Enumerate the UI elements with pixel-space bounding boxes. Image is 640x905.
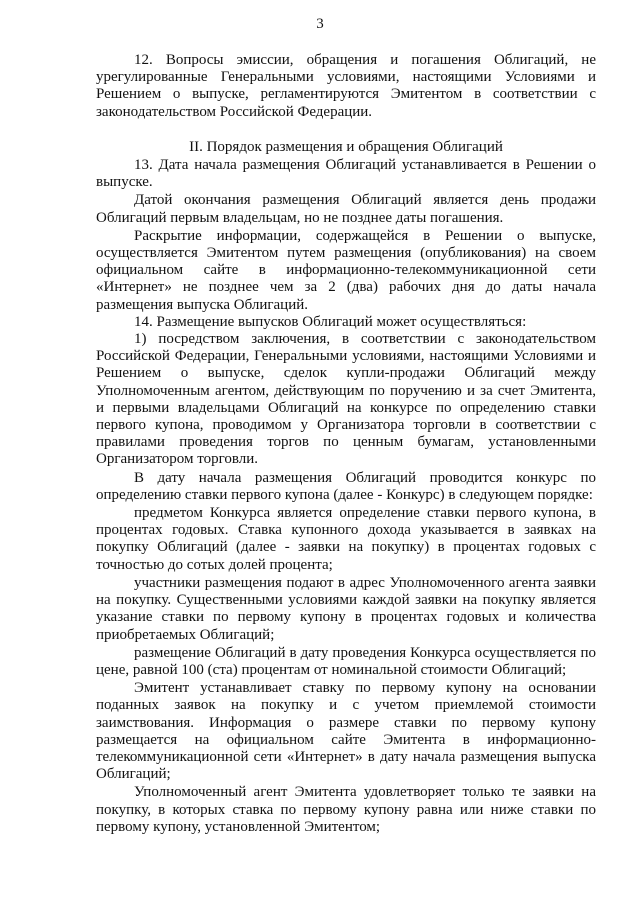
- paragraph-contest-order: В дату начала размещения Облигаций проводится конкурс по определению ставки первого купона (далее - Конкурс) в следующем порядке:: [96, 469, 596, 503]
- paragraph-agent-satisfies: Уполномоченный агент Эмитента удовлетворяет только те заявки на покупку, в которых ставка по первому купону равна или ниже ставки по первому купону, установленной Эмитентом;: [96, 784, 596, 835]
- paragraph-12: 12. Вопросы эмиссии, обращения и погашения Облигаций, не урегулированные Генеральными условиями, настоящими Условиями и Решением о выпуске, регламентируются Эмитентом в соответствии с законодательством Российской Федерации.: [96, 52, 596, 120]
- page-number: 3: [316, 16, 324, 32]
- paragraph-14: 14. Размещение выпусков Облигаций может осуществляться:: [134, 313, 527, 330]
- paragraph-14-item-1: 1) посредством заключения, в соответствии с законодательством Российской Федерации, Генеральными условиями, настоящими Условиями и Решением о выпуске, сделок купли-продажи Облигаций между Уполномоченным агентом, действующим по поручению и за счет Эмитента, и первыми владельцами Облигаций на конкурсе по определению ставки первого купона, проводимом у Организатора торговли в соответствии с правилами проведения торгов по ценным бумагам, установленными Организатором торговли.: [96, 331, 596, 468]
- paragraph-contest-subject: предметом Конкурса является определение ставки первого купона, в процентах годовых. Ставка купонного дохода указывается в заявках на покупку Облигаций (далее - заявки на покупку) в процентах годовых с точностью до сотых долей процента;: [96, 505, 596, 573]
- paragraph-placement-price: размещение Облигаций в дату проведения Конкурса осуществляется по цене, равной 100 (ста) процентам от номинальной стоимости Облигаций;: [96, 644, 596, 678]
- paragraph-13: 13. Дата начала размещения Облигаций устанавливается в Решении о выпуске.: [96, 157, 596, 191]
- paragraph-participants: участники размещения подают в адрес Уполномоченного агента заявки на покупку. Существенными условиями каждой заявки на покупку является указание ставки по первому купону в процентах годовых и количества приобретаемых Облигаций;: [96, 574, 596, 643]
- document-body: [96, 52, 596, 836]
- paragraph-end-date: Датой окончания размещения Облигаций является день продажи Облигаций первым владельцам, но не позднее даты погашения.: [96, 192, 596, 226]
- paragraph-issuer-rate: Эмитент устанавливает ставку по первому купону на основании поданных заявок на покупку и с учетом приемлемой стоимости заимствования. Информация о размере ставки по первому купону размещается на официальном сайте Эмитента в информационно-телекоммуникационной сети «Интернет» в дату начала размещения выпуска Облигаций;: [96, 680, 596, 783]
- section-heading: II. Порядок размещения и обращения Облигаций: [189, 138, 503, 155]
- paragraph-disclosure: Раскрытие информации, содержащейся в Решении о выпуске, осуществляется Эмитентом путем размещения (опубликования) на своем официальном сайте в информационно-телекоммуникационной сети «Интернет» не позднее чем за 2 (два) рабочих дня до даты начала размещения выпуска Облигаций.: [96, 227, 596, 313]
